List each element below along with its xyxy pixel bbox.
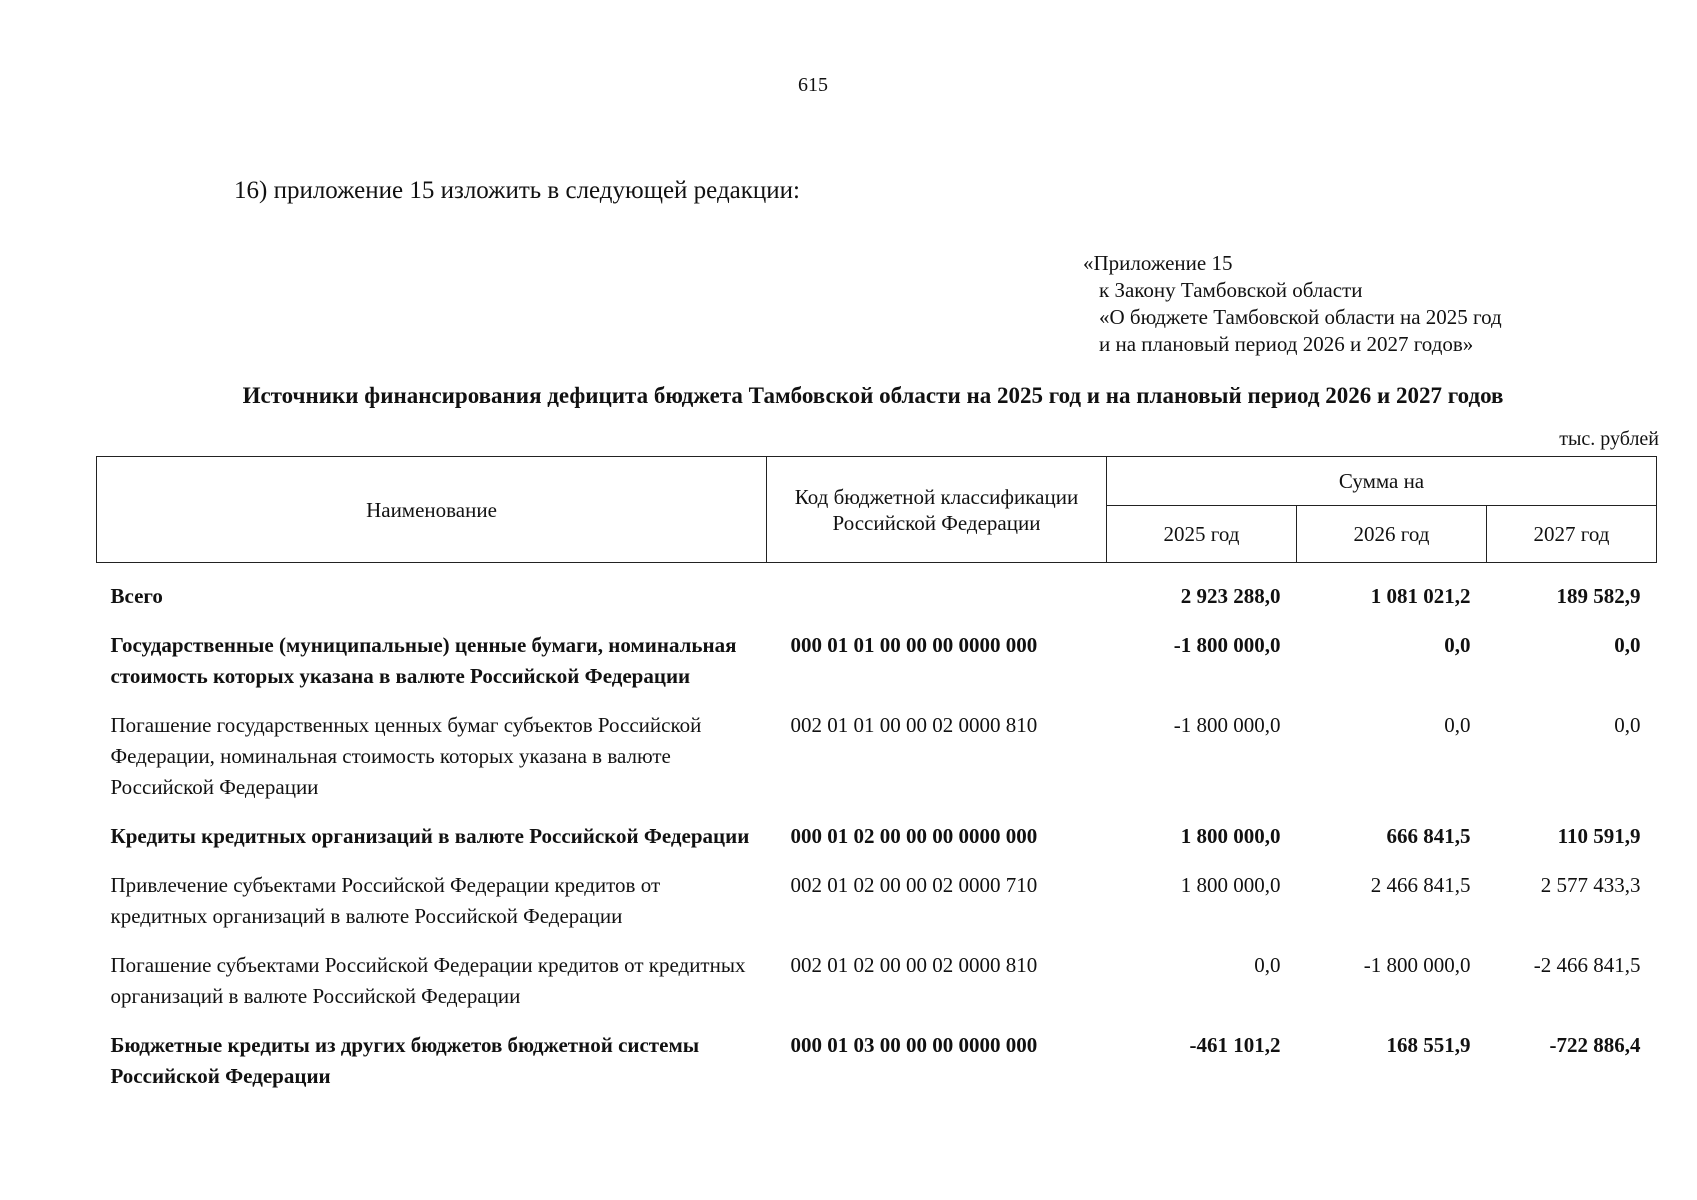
row-name: Бюджетные кредиты из других бюджетов бюджетной системы Российской Федерации — [110, 1033, 700, 1088]
row-code — [767, 581, 1107, 630]
header-year-2025: 2025 год — [1107, 506, 1297, 563]
amendment-instruction: 16) приложение 15 изложить в следующей редакции: — [234, 177, 800, 204]
row-code: 002 01 02 00 00 02 0000 710 — [790, 873, 1038, 897]
row-code: 002 01 02 00 00 02 0000 810 — [790, 953, 1038, 977]
table-row — [97, 710, 1657, 821]
table-row-total — [97, 581, 1657, 630]
table-row — [97, 1030, 1657, 1110]
units-label: тыс. рублей — [1559, 428, 1659, 450]
row-value-2025: 1 800 000,0 — [1180, 824, 1281, 848]
row-value-2027: 0,0 — [1614, 633, 1641, 657]
header-year-2027: 2027 год — [1487, 506, 1657, 563]
row-name: Погашение государственных ценных бумаг субъектов Российской Федерации, номинальная стоимость которых указана в валюте Российской Федерации — [110, 713, 702, 799]
row-value-2027: -2 466 841,5 — [1533, 953, 1641, 977]
page-number: 615 — [798, 74, 828, 96]
row-name: Погашение субъектами Российской Федерации кредитов от кредитных организаций в валюте Российской Федерации — [110, 953, 746, 1008]
row-code: 000 01 03 00 00 00 0000 000 — [790, 1033, 1038, 1057]
row-value-2025: -1 800 000,0 — [1173, 633, 1281, 657]
row-value-2027: 110 591,9 — [1557, 824, 1641, 848]
table-row — [97, 630, 1657, 710]
header-code: Код бюджетной классификации Российской Федерации — [767, 457, 1107, 563]
row-value-2027: 189 582,9 — [1556, 584, 1641, 608]
document-title: Источники финансирования дефицита бюджета Тамбовской области на 2025 год и на плановый период 2026 и 2027 годов — [242, 383, 1504, 408]
table-row — [97, 870, 1657, 950]
row-value-2026: 0,0 — [1444, 713, 1471, 737]
row-code: 000 01 02 00 00 00 0000 000 — [790, 824, 1038, 848]
table-row — [97, 821, 1657, 870]
row-value-2025: 2 923 288,0 — [1180, 584, 1281, 608]
appendix-ref-line-2: к Закону Тамбовской области — [1099, 278, 1363, 302]
table-header — [97, 457, 1657, 563]
row-name: Кредиты кредитных организаций в валюте Российской Федерации — [110, 824, 750, 848]
table-row — [97, 950, 1657, 1030]
row-value-2025: -1 800 000,0 — [1173, 713, 1281, 737]
row-value-2026: 168 551,9 — [1386, 1033, 1471, 1057]
row-value-2027: 2 577 433,3 — [1540, 873, 1641, 897]
row-value-2025: 1 800 000,0 — [1180, 873, 1281, 897]
appendix-reference — [1083, 250, 1502, 358]
row-code: 000 01 01 00 00 00 0000 000 — [790, 633, 1038, 657]
header-name: Наименование — [97, 457, 767, 563]
row-value-2026: 2 466 841,5 — [1370, 873, 1471, 897]
financing-sources-table — [96, 456, 1657, 1110]
row-code: 002 01 01 00 00 02 0000 810 — [790, 713, 1038, 737]
header-year-2026: 2026 год — [1297, 506, 1487, 563]
header-sum: Сумма на — [1107, 457, 1657, 506]
row-value-2026: -1 800 000,0 — [1363, 953, 1471, 977]
budget-table-container — [96, 456, 1656, 1110]
row-value-2026: 666 841,5 — [1386, 824, 1471, 848]
row-value-2027: 0,0 — [1614, 713, 1641, 737]
row-name: Государственные (муниципальные) ценные бумаги, номинальная стоимость которых указана в валюте Российской Федерации — [110, 633, 737, 688]
row-value-2025: -461 101,2 — [1189, 1033, 1281, 1057]
row-value-2027: -722 886,4 — [1549, 1033, 1641, 1057]
row-value-2025: 0,0 — [1254, 953, 1281, 977]
row-value-2026: 0,0 — [1444, 633, 1471, 657]
table-body — [97, 563, 1657, 1111]
row-name: Привлечение субъектами Российской Федерации кредитов от кредитных организаций в валюте Российской Федерации — [110, 873, 661, 928]
row-name: Всего — [110, 584, 163, 608]
appendix-ref-line-4: и на плановый период 2026 и 2027 годов» — [1099, 332, 1474, 356]
row-value-2026: 1 081 021,2 — [1370, 584, 1471, 608]
appendix-ref-line-3: «О бюджете Тамбовской области на 2025 год — [1099, 305, 1502, 329]
appendix-ref-line-1: «Приложение 15 — [1083, 251, 1233, 275]
